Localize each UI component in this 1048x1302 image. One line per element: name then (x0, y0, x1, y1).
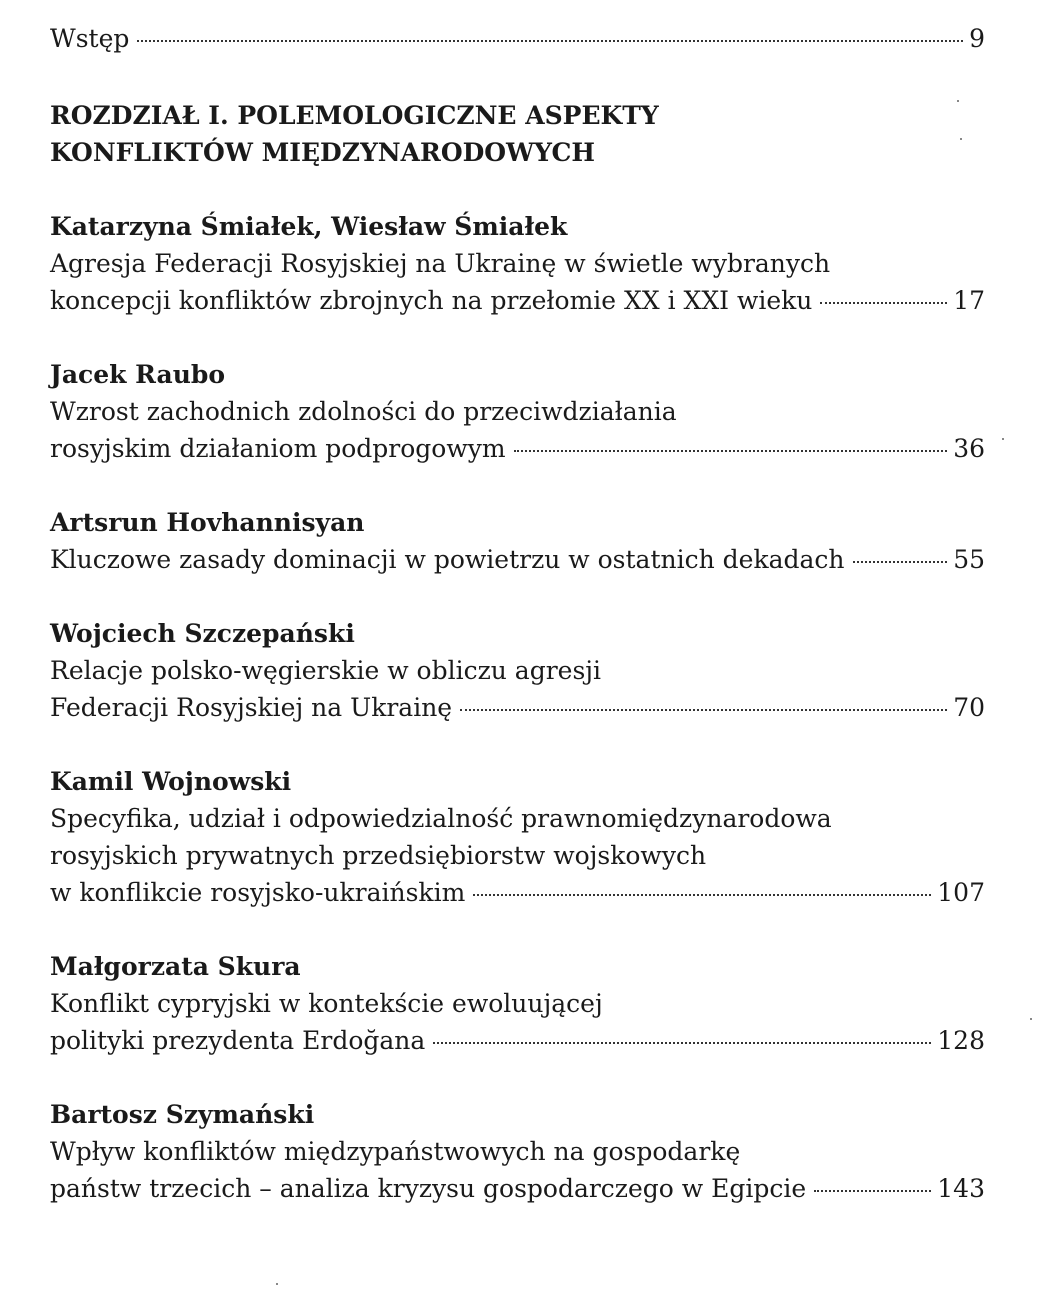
entry-author: Jacek Raubo (50, 360, 226, 389)
entry-page-number: 55 (953, 545, 985, 574)
entry-title-line: Federacji Rosyjskiej na Ukrainę (50, 693, 453, 722)
entry-title-line: polityki prezydenta Erdoğana (50, 1026, 426, 1055)
entry-author: Wojciech Szczepański (50, 619, 355, 648)
entry-title-line: Wzrost zachodnich zdolności do przeciwdziałania (50, 397, 677, 426)
toc-entry[interactable] (50, 1096, 985, 1207)
entry-title-line: Konflikt cypryjski w kontekście ewoluującej (50, 989, 603, 1018)
entry-title-line: Relacje polsko-węgierskie w obliczu agresji (50, 656, 602, 685)
entry-title-line: Specyfika, udział i odpowiedzialność prawnomiędzynarodowa (50, 804, 832, 833)
dot-leader (137, 40, 963, 42)
entry-title-last-line (50, 541, 985, 578)
scan-speck (960, 138, 962, 140)
dot-leader (514, 450, 948, 452)
entry-title-line: rosyjskich prywatnych przedsiębiorstw wojskowych (50, 841, 707, 870)
dot-leader (473, 894, 931, 896)
dot-leader (853, 561, 948, 563)
scan-speck (276, 1283, 278, 1285)
entry-title-line: rosyjskim działaniom podprogowym (50, 434, 506, 463)
toc-entry[interactable] (50, 356, 985, 467)
entry-title-last-line (50, 1170, 985, 1207)
entry-title-line: Agresja Federacji Rosyjskiej na Ukrainę w świetle wybranych (50, 249, 831, 278)
entry-page-number: 128 (937, 1026, 985, 1055)
entry-title-last-line (50, 874, 985, 911)
chapter-heading-line-1: ROZDZIAŁ I. POLEMOLOGICZNE ASPEKTY (50, 101, 659, 130)
toc-intro-page: 9 (969, 24, 985, 53)
table-of-contents (50, 20, 985, 1207)
dot-leader (820, 302, 947, 304)
entry-title-line: państw trzecich – analiza kryzysu gospodarczego w Egipcie (50, 1174, 807, 1203)
entry-title-line: w konflikcie rosyjsko-ukraińskim (50, 878, 466, 907)
entry-title-last-line (50, 1022, 985, 1059)
entry-page-number: 70 (953, 693, 985, 722)
entry-author: Małgorzata Skura (50, 952, 301, 981)
toc-entry[interactable] (50, 208, 985, 319)
toc-entry[interactable] (50, 504, 985, 578)
toc-intro-line[interactable] (50, 20, 985, 57)
chapter-heading (50, 97, 985, 171)
entry-title-last-line (50, 282, 985, 319)
entry-page-number: 17 (953, 286, 985, 315)
toc-entry[interactable] (50, 763, 985, 911)
entry-title-line: Wpływ konfliktów międzypaństwowych na gospodarkę (50, 1137, 741, 1166)
entry-title-line: koncepcji konfliktów zbrojnych na przełomie XX i XXI wieku (50, 286, 813, 315)
entry-title-last-line (50, 689, 985, 726)
toc-intro-title: Wstęp (50, 24, 130, 53)
chapter-heading-line-2: KONFLIKTÓW MIĘDZYNARODOWYCH (50, 138, 596, 167)
toc-entry[interactable] (50, 615, 985, 726)
dot-leader (460, 709, 947, 711)
dot-leader (433, 1042, 931, 1044)
entry-author: Katarzyna Śmiałek, Wiesław Śmiałek (50, 212, 568, 241)
entry-author: Artsrun Hovhannisyan (50, 508, 365, 537)
entry-title-last-line (50, 430, 985, 467)
dot-leader (814, 1190, 931, 1192)
entry-author: Kamil Wojnowski (50, 767, 292, 796)
toc-entry[interactable] (50, 948, 985, 1059)
entry-title-line: Kluczowe zasady dominacji w powietrzu w ostatnich dekadach (50, 545, 845, 574)
entry-author: Bartosz Szymański (50, 1100, 315, 1129)
scan-speck (1002, 438, 1004, 440)
scan-speck (957, 100, 959, 102)
entry-page-number: 36 (953, 434, 985, 463)
entry-page-number: 143 (937, 1174, 985, 1203)
entry-page-number: 107 (937, 878, 985, 907)
scan-speck (1030, 1018, 1032, 1020)
